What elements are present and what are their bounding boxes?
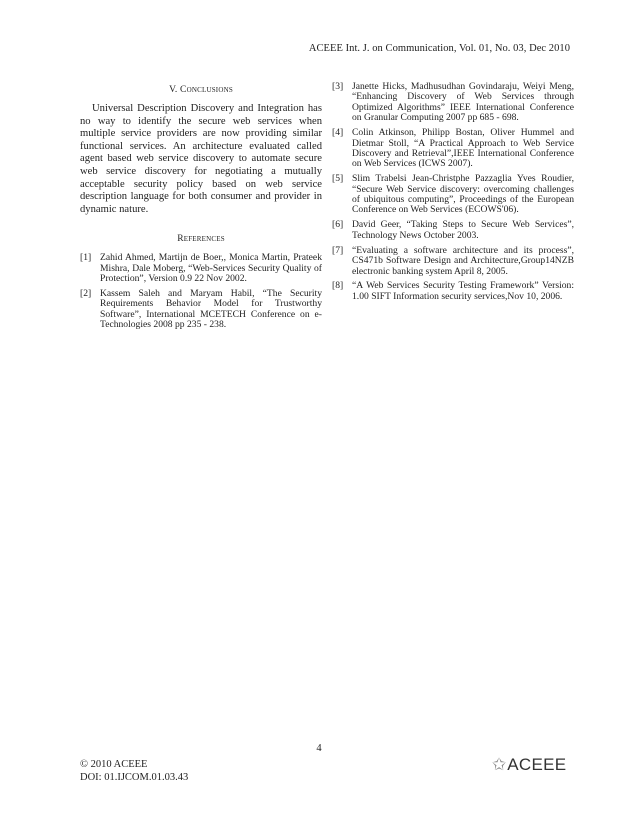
reference-text: Colin Atkinson, Philipp Bostan, Oliver Hummel and Dietmar Stoll, “A Practical Approach to Web Service Discovery and Retrieval”,IEEE International Conference on Web Services (ICWS 2007). <box>352 127 574 170</box>
reference-text: Zahid Ahmed, Martijn de Boer,, Monica Martin, Prateek Mishra, Dale Moberg, “Web-Services Security Quality of Protection”, Version 0.9 22 Nov 2002. <box>100 252 322 285</box>
conclusions-paragraph: Universal Description Discovery and Integration has no way to identify the secure web services when multiple service providers are now providing similar functional services. An architecture evaluated called agent based web service discovery to automate secure web service discovery for negotiating a mutually acceptable security policy based on web service description language for both consumer and provider in dynamic nature. <box>80 103 322 215</box>
reference-text: Slim Trabelsi Jean-Christphe Pazzaglia Yves Roudier, “Secure Web Service discovery: overcoming challenges of ubiquitous computing”, Proceedings of the European Conference on Web Services (ECOWS'06). <box>352 173 574 216</box>
reference-item <box>80 289 322 331</box>
copyright-block <box>80 758 188 784</box>
page-number: 4 <box>316 743 322 754</box>
reference-number: [1] <box>80 252 92 264</box>
star-icon: ✩ <box>492 755 507 775</box>
reference-number: [3] <box>332 81 344 92</box>
reference-text: David Geer, “Taking Steps to Secure Web Services”, Technology News October 2003. <box>352 219 574 241</box>
doi-text: DOI: 01.IJCOM.01.03.43 <box>80 772 189 783</box>
reference-number: [5] <box>332 173 344 185</box>
left-column <box>80 82 322 335</box>
reference-text: “Evaluating a software architecture and its process”, CS471b Software Design and Architecture,Group14NZB electronic banking system April 8, 2005. <box>352 244 574 277</box>
running-head: ACEEE Int. J. on Communication, Vol. 01, No. 03, Dec 2010 <box>308 43 570 54</box>
reference-number: [8] <box>332 280 344 292</box>
conclusions-heading: V. Conclusions <box>169 85 233 95</box>
reference-number: [2] <box>80 288 92 300</box>
reference-number: [4] <box>332 127 344 139</box>
aceee-logo <box>492 755 566 775</box>
reference-item <box>332 246 574 277</box>
logo-text: ACEEE <box>507 755 567 774</box>
reference-text: Kassem Saleh and Maryam Habil, “The Security Requirements Behavior Model for Trustworthy Software”, International MCETECH Conference on e-Technologies 2008 pp 235 - 238. <box>100 288 322 331</box>
reference-item <box>332 128 574 170</box>
reference-number: [6] <box>332 219 344 231</box>
reference-item <box>80 253 322 284</box>
reference-text: “A Web Services Security Testing Framework” Version: 1.00 SIFT Information security services,Nov 10, 2006. <box>352 280 574 302</box>
references-heading: References <box>177 234 225 245</box>
right-column <box>332 82 574 307</box>
reference-item <box>332 281 574 302</box>
reference-number: [7] <box>332 244 344 256</box>
reference-item <box>332 174 574 216</box>
reference-item <box>332 220 574 241</box>
reference-item <box>332 82 574 124</box>
reference-text: Janette Hicks, Madhusudhan Govindaraju, Weiyi Meng, “Enhancing Discovery of Web Services through Optimized Algorithms” IEEE International Conference on Granular Computing 2007 pp 685 - 698. <box>352 81 574 124</box>
copyright-text: © 2010 ACEEE <box>80 759 148 770</box>
